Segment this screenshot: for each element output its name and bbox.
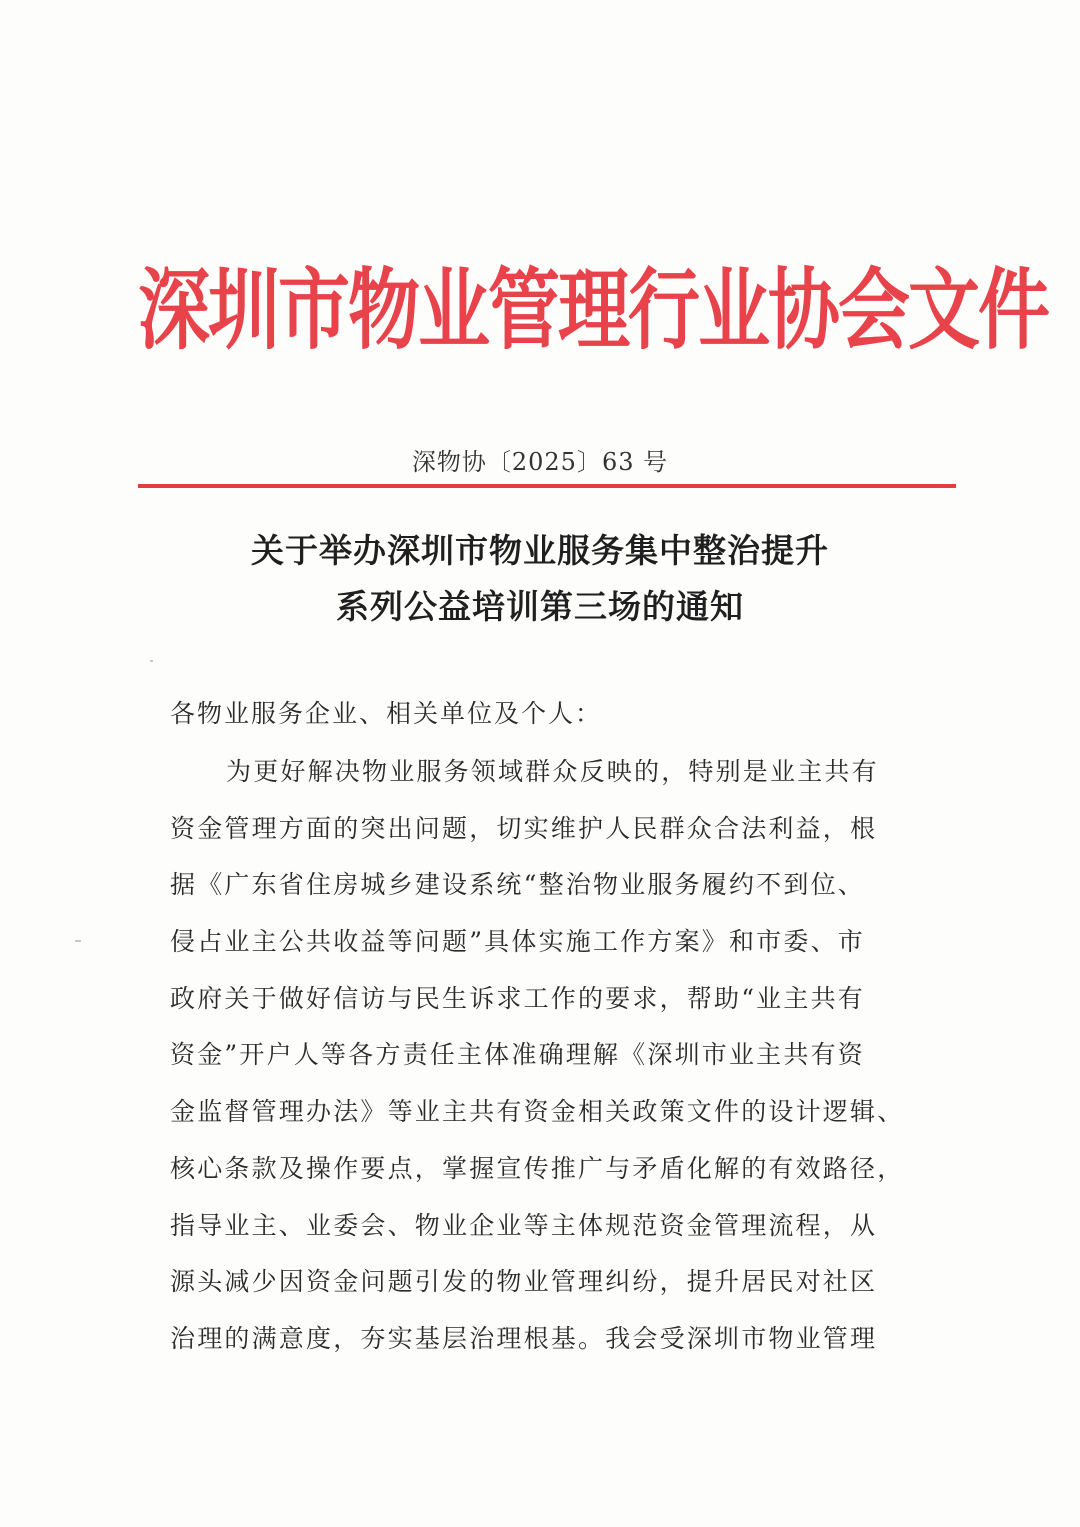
body-text xyxy=(170,750,950,1374)
body-line: 资金管理方面的突出问题，切实维护人民群众合法利益，根 xyxy=(170,813,878,843)
salutation: 各物业服务企业、相关单位及个人： xyxy=(170,699,603,728)
org-document-header: 深圳市物业管理行业协会文件 xyxy=(138,257,1049,362)
body-line: 核心条款及操作要点，掌握宣传推广与矛盾化解的有效路径， xyxy=(170,1153,905,1183)
scan-speck xyxy=(150,660,153,662)
body-line: 源头减少因资金问题引发的物业管理纠纷，提升居民对社区 xyxy=(170,1267,878,1297)
body-line: 侵占业主公共收益等问题”具体实施工作方案》和市委、市 xyxy=(170,927,865,957)
body-line: 指导业主、业委会、物业企业等主体规范资金管理流程，从 xyxy=(170,1210,878,1240)
notice-title xyxy=(0,523,1080,635)
body-line: 政府关于做好信访与民生诉求工作的要求，帮助“业主共有 xyxy=(170,983,865,1013)
notice-title-line-2: 系列公益培训第三场的通知 xyxy=(336,587,744,626)
body-line: 为更好解决物业服务领域群众反映的，特别是业主共有 xyxy=(226,757,879,786)
body-line: 金监督管理办法》等业主共有资金相关政策文件的设计逻辑、 xyxy=(170,1097,905,1127)
body-line: 治理的满意度，夯实基层治理根基。我会受深圳市物业管理 xyxy=(170,1323,878,1353)
body-line: 据《广东省住房城乡建设系统“整治物业服务履约不到位、 xyxy=(170,870,865,900)
red-divider-line xyxy=(138,484,956,488)
notice-title-line-1: 关于举办深圳市物业服务集中整治提升 xyxy=(251,531,829,570)
document-number: 深物协〔2025〕63 号 xyxy=(411,448,669,476)
body-line: 资金”开户人等各方责任主体准确理解《深圳市业主共有资 xyxy=(170,1040,865,1070)
scan-speck xyxy=(75,940,81,942)
